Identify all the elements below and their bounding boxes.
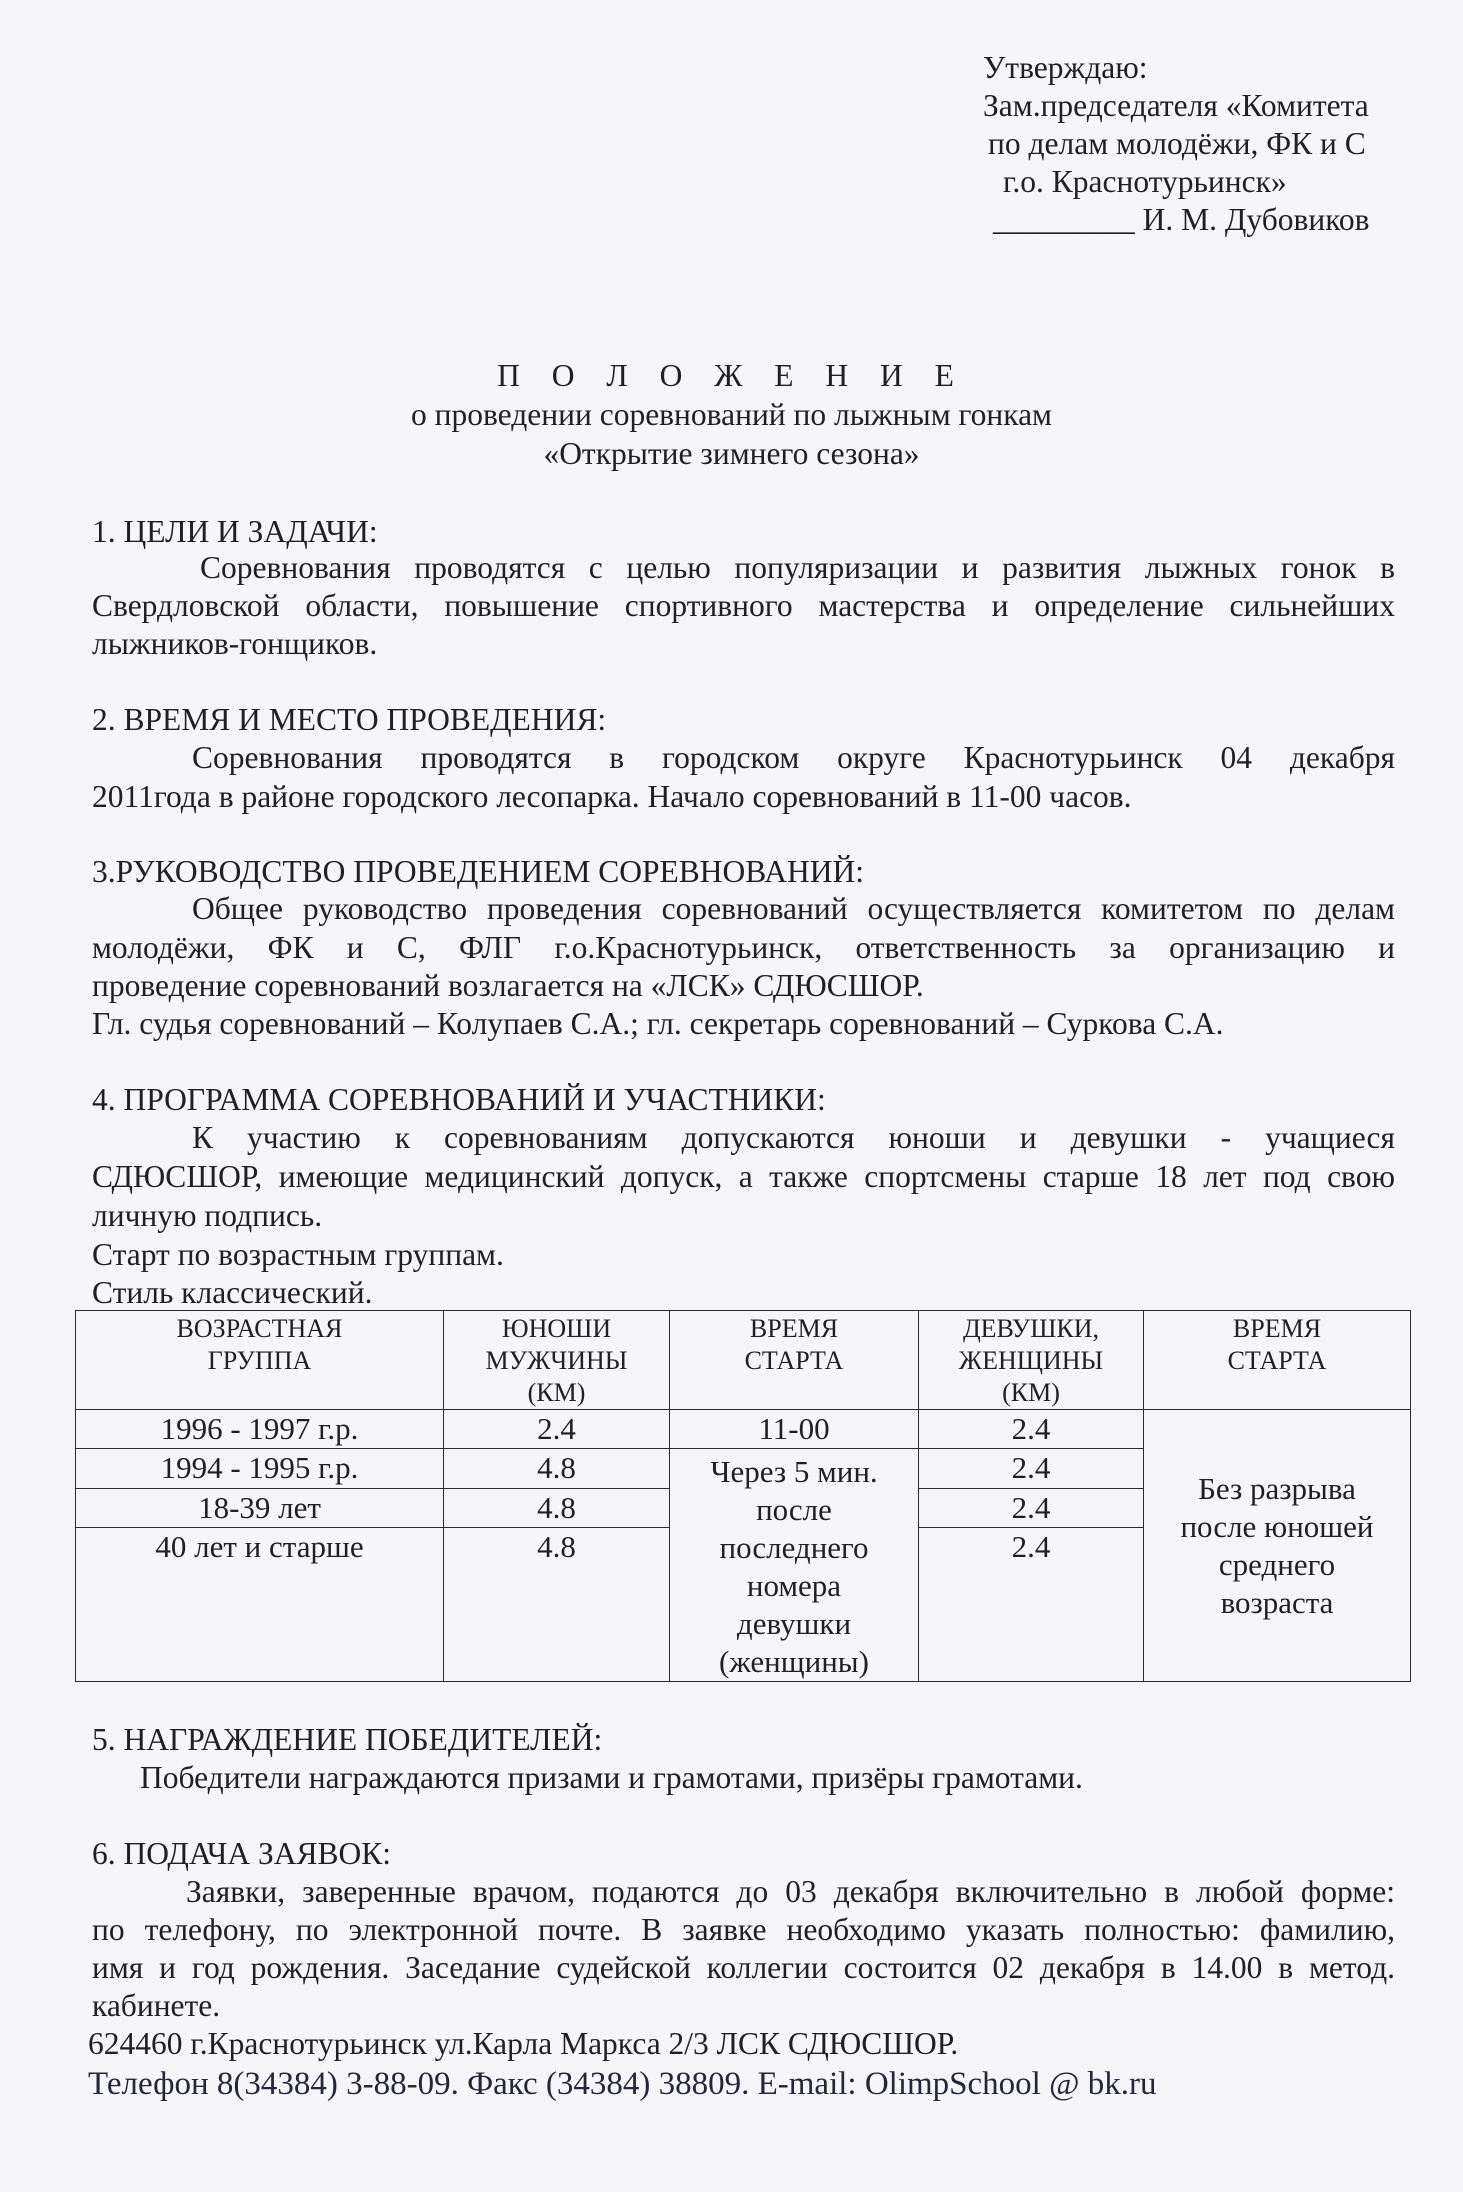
paragraph-line: кабинете. <box>92 1988 221 2023</box>
header-start-time-women: ВРЕМЯ СТАРТА <box>1144 1311 1411 1410</box>
approval-line: г.о. Краснотурьинск» <box>1003 164 1287 199</box>
paragraph-line: Соревнования проводятся с целью популяризации и развития лыжных гонок в <box>200 550 1395 585</box>
paragraph-line: Соревнования проводятся в городском округе Краснотурьинск 04 декабря <box>192 740 1395 775</box>
section-heading: 3.РУКОВОДСТВО ПРОВЕДЕНИЕМ СОРЕВНОВАНИЙ: <box>92 854 864 889</box>
section-heading: 5. НАГРАЖДЕНИЕ ПОБЕДИТЕЛЕЙ: <box>92 1722 603 1757</box>
header-girls-km: ДЕВУШКИ, ЖЕНЩИНЫ (КМ) <box>919 1311 1144 1410</box>
header-age-group: ВОЗРАСТНАЯ ГРУППА <box>76 1311 444 1410</box>
header-start-time: ВРЕМЯ СТАРТА <box>670 1311 919 1410</box>
paragraph-line: личную подпись. <box>92 1198 323 1233</box>
document-subtitle: о проведении соревнований по лыжным гонкам <box>411 397 1052 432</box>
cell-age: 40 лет и старше <box>76 1528 444 1682</box>
cell-age: 1994 - 1995 г.р. <box>76 1449 444 1489</box>
cell-boys-km: 2.4 <box>444 1410 670 1449</box>
cell-start-time-rest: Через 5 мин. после последнего номера девушки (женщины) <box>670 1449 919 1682</box>
approval-line: Утверждаю: <box>983 50 1148 85</box>
paragraph-line: Общее руководство проведения соревнований осуществляется комитетом по делам <box>192 891 1395 926</box>
section-heading: 6. ПОДАЧА ЗАЯВОК: <box>92 1836 392 1871</box>
section-heading: 2. ВРЕМЯ И МЕСТО ПРОВЕДЕНИЯ: <box>92 702 607 737</box>
paragraph-line: лыжников-гонщиков. <box>92 626 378 661</box>
section-heading: 4. ПРОГРАММА СОРЕВНОВАНИЙ И УЧАСТНИКИ: <box>92 1082 826 1117</box>
approval-signature-line: _________ И. М. Дубовиков <box>993 202 1370 237</box>
cell-girls-km: 2.4 <box>919 1449 1144 1489</box>
cell-boys-km: 4.8 <box>444 1488 670 1528</box>
cell-girls-km: 2.4 <box>919 1410 1144 1449</box>
paragraph-line: Старт по возрастным группам. <box>92 1237 504 1272</box>
table-header-row <box>76 1311 1411 1410</box>
paragraph-line: Гл. судья соревнований – Колупаев С.А.; гл. секретарь соревнований – Суркова С.А. <box>92 1006 1224 1041</box>
table-row <box>76 1410 1411 1449</box>
cell-start-time-women: Без разрыва после юношей среднего возраста <box>1144 1410 1411 1682</box>
cell-age: 1996 - 1997 г.р. <box>76 1410 444 1449</box>
paragraph-line: по телефону, по электронной почте. В заявке необходимо указать полностью: фамилию, <box>92 1912 1395 1947</box>
document-subtitle: «Открытие зимнего сезона» <box>543 436 920 471</box>
paragraph-line: СДЮСШОР, имеющие медицинский допуск, а также спортсмены старше 18 лет под свою <box>92 1159 1395 1194</box>
paragraph-line: молодёжи, ФК и С, ФЛГ г.о.Краснотурьинск, ответственность за организацию и <box>92 930 1395 965</box>
cell-girls-km: 2.4 <box>919 1528 1144 1682</box>
paragraph-line: проведение соревнований возлагается на «ЛСК» СДЮСШОР. <box>92 968 924 1003</box>
cell-girls-km: 2.4 <box>919 1488 1144 1528</box>
cell-boys-km: 4.8 <box>444 1449 670 1489</box>
contact-line: Телефон 8(34384) 3-88-09. Факс (34384) 38809. E-mail: OlimpSchool @ bk.ru <box>88 2066 1157 2102</box>
paragraph-line: Свердловской области, повышение спортивного мастерства и определение сильнейших <box>92 588 1395 623</box>
cell-start-time: 11-00 <box>670 1410 919 1449</box>
paragraph-line: имя и год рождения. Заседание судейской коллегии состоится 02 декабря в 14.00 в метод. <box>92 1950 1395 1985</box>
approval-line: Зам.председателя «Комитета <box>983 88 1369 123</box>
address-line: 624460 г.Краснотурьинск ул.Карла Маркса 2/3 ЛСК СДЮСШОР. <box>88 2026 959 2061</box>
paragraph-line: Стиль классический. <box>92 1275 373 1310</box>
document-title: П О Л О Ж Е Н И Е <box>497 358 966 393</box>
approval-line: по делам молодёжи, ФК и С <box>988 126 1366 161</box>
cell-age: 18-39 лет <box>76 1488 444 1528</box>
paragraph-line: Победители награждаются призами и грамотами, призёры грамотами. <box>140 1760 1083 1795</box>
cell-boys-km: 4.8 <box>444 1528 670 1682</box>
paragraph-line: Заявки, заверенные врачом, подаются до 03 декабря включительно в любой форме: <box>186 1874 1395 1909</box>
section-heading: 1. ЦЕЛИ И ЗАДАЧИ: <box>92 514 378 549</box>
start-schedule-table <box>75 1310 1411 1682</box>
paragraph-line: 2011года в районе городского лесопарка. Начало соревнований в 11-00 часов. <box>92 779 1132 814</box>
paragraph-line: К участию к соревнованиям допускаются юноши и девушки - учащиеся <box>192 1120 1395 1155</box>
header-boys-km: ЮНОШИ МУЖЧИНЫ (КМ) <box>444 1311 670 1410</box>
